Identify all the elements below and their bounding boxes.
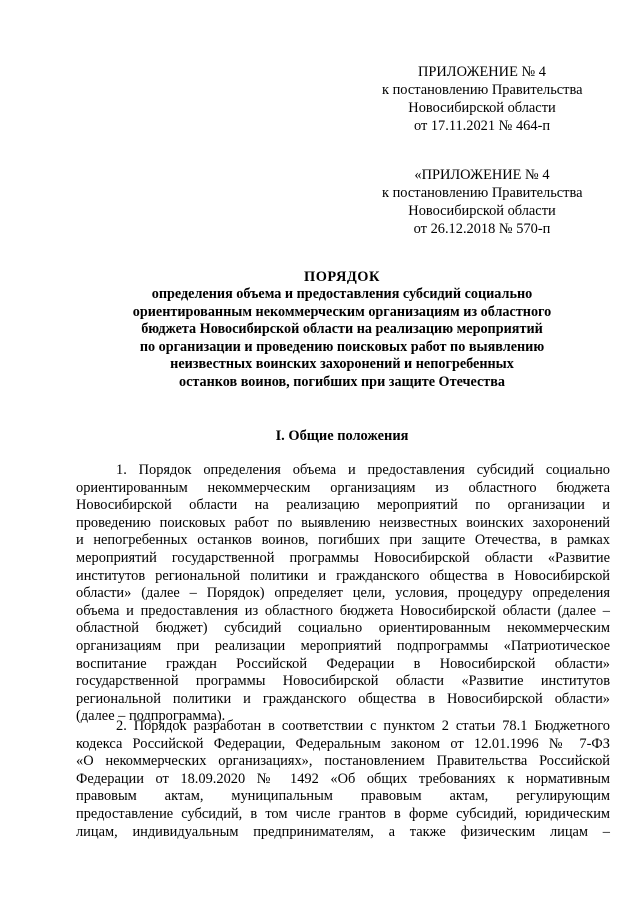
subtitle-line: бюджета Новосибирской области на реализацию мероприятий xyxy=(141,321,543,338)
subtitle-line: ориентированным некоммерческим организациям из областного xyxy=(132,303,552,320)
paragraph-1 xyxy=(76,462,610,726)
appendix-header-current xyxy=(382,63,582,135)
appendix-line: к постановлению Правительства xyxy=(382,82,583,98)
paragraph-line: предоставление субсидий, в том числе грантов в форме субсидий, юридическим xyxy=(76,805,610,822)
appendix-line: к постановлению Правительства xyxy=(382,185,583,201)
paragraph-line: мероприятий государственной программы Новосибирской области «Развитие xyxy=(76,549,610,566)
subtitle-line: останков воинов, погибших при защите Отечества xyxy=(179,373,505,390)
paragraph-line: Федерации от 18.09.2020 № 1492 «Об общих требованиях к нормативным xyxy=(76,770,610,787)
subtitle-line: определения объема и предоставления субсидий социально xyxy=(151,286,533,302)
paragraph-line: (далее – подпрограмма). xyxy=(76,708,226,725)
appendix-line: Новосибирской области xyxy=(408,100,556,116)
subtitle-line: неизвестных воинских захоронений и непогребенных xyxy=(170,356,514,373)
appendix-date-number: от 17.11.2021 № 464-п xyxy=(413,118,551,134)
appendix-line: Новосибирской области xyxy=(408,203,556,219)
paragraph-line: ориентированным некоммерческим организациям из областного бюджета xyxy=(76,479,610,496)
appendix-title: «ПРИЛОЖЕНИЕ № 4 xyxy=(414,167,550,183)
paragraph-2 xyxy=(76,718,610,841)
paragraph-line: воспитание граждан Российской Федерации в Новосибирской области» xyxy=(76,655,610,672)
paragraph-line: 2. Порядок разработан в соответствии с пунктом 2 статьи 78.1 Бюджетного xyxy=(116,718,610,734)
paragraph-line: и непогребенных останков воинов, погибших при защите Отечества, в рамках xyxy=(76,532,610,549)
paragraph-line: региональной политики и гражданского общества в Новосибирской области» xyxy=(76,690,610,707)
appendix-date-number: от 26.12.2018 № 570-п xyxy=(413,221,551,237)
appendix-header-prior xyxy=(382,166,582,238)
paragraph-line: правовым актам, муниципальным правовым актам, регулирующим xyxy=(76,788,610,805)
section-heading: I. Общие положения xyxy=(275,428,409,444)
paragraph-line: государственной программы Новосибирской области «Развитие институтов xyxy=(76,673,610,690)
paragraph-line: проведению поисковых работ по выявлению неизвестных воинских захоронений xyxy=(76,514,610,531)
paragraph-line: областной бюджет) субсидий социально ориентированным некоммерческим xyxy=(76,620,610,637)
paragraph-line: 1. Порядок определения объема и предоставления субсидий социально xyxy=(116,462,610,478)
paragraph-line: организациям при реализации мероприятий подпрограммы «Патриотическое xyxy=(76,637,610,654)
paragraph-line: институтов региональной политики и гражданского общества в Новосибирской xyxy=(76,567,610,584)
paragraph-line: Новосибирской области на реализацию мероприятий по организации и xyxy=(76,497,610,514)
paragraph-line: объема и предоставления из областного бюджета Новосибирской области (далее – xyxy=(76,602,610,619)
paragraph-line: лицам, индивидуальным предпринимателям, а также физическим лицам – xyxy=(76,823,610,840)
subtitle-line: по организации и проведению поисковых работ по выявлению xyxy=(139,338,545,355)
paragraph-line: области» (далее – Порядок) определяет цели, условия, процедуру определения xyxy=(76,585,610,602)
document-subtitle xyxy=(70,286,614,392)
document-title: ПОРЯДОК xyxy=(304,269,380,285)
paragraph-line: кодекса Российской Федерации, Федеральным законом от 12.01.1996 № 7-ФЗ xyxy=(76,735,610,752)
paragraph-line: «О некоммерческих организациях», постановлением Правительства Российской xyxy=(76,753,610,770)
appendix-title: ПРИЛОЖЕНИЕ № 4 xyxy=(418,64,546,80)
